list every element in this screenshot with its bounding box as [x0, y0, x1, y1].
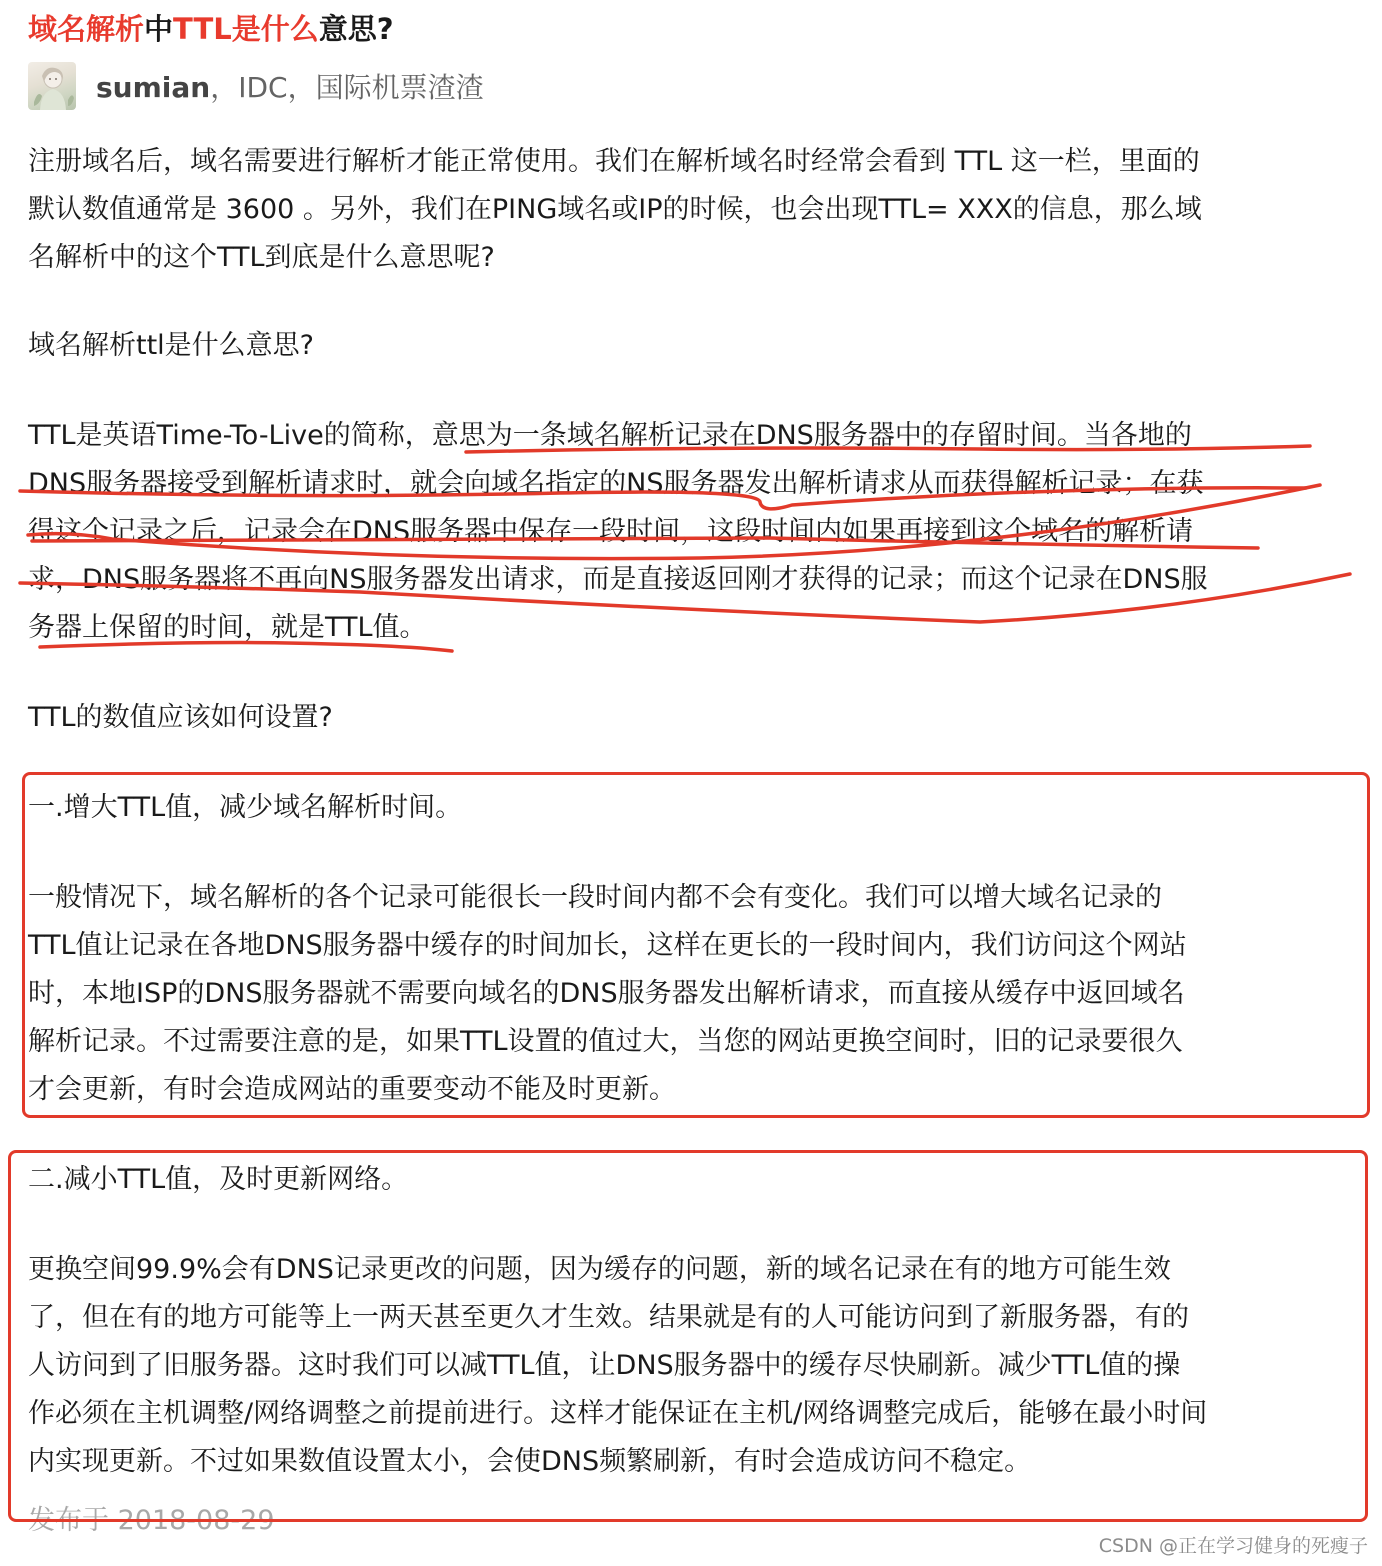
- title-part-2: 中: [144, 12, 174, 46]
- paragraph-line: TTL是英语Time-To-Live的简称，意思为一条域名解析记录在DNS服务器中的存留时间。当各地的: [28, 420, 1192, 451]
- paragraph-line: 一般情况下，域名解析的各个记录可能很长一段时间内都不会有变化。我们可以增大域名记录的: [28, 882, 1162, 913]
- paragraph-line: 得这个记录之后，记录会在DNS服务器中保存一段时间，这段时间内如果再接到这个域名的解析请: [28, 516, 1194, 547]
- paragraph-line: 才会更新，有时会造成网站的重要变动不能及时更新。: [28, 1074, 676, 1105]
- section-question-ttl-setting: [28, 694, 1346, 742]
- paragraph-line: 了，但在有的地方可能等上一两天甚至更久才生效。结果就是有的人可能访问到了新服务器，有的: [28, 1302, 1189, 1333]
- avatar[interactable]: [28, 62, 76, 110]
- title-part-4: 意思?: [318, 12, 394, 46]
- title-part-3: TTL是什么: [173, 12, 319, 46]
- ttl-definition-paragraph: [28, 412, 1346, 652]
- paragraph-line: 更换空间99.9%会有DNS记录更改的问题，因为缓存的问题，新的域名记录在有的地方可能生效: [28, 1254, 1171, 1285]
- article-title: [28, 8, 394, 50]
- paragraph-line: 域名解析ttl是什么意思?: [28, 330, 315, 361]
- paragraph-line: DNS服务器接受到解析请求时，就会向域名指定的NS服务器发出解析请求从而获得解析记录；在获: [28, 468, 1204, 499]
- paragraph-line: 人访问到了旧服务器。这时我们可以减TTL值，让DNS服务器中的缓存尽快刷新。减少TTL值的操: [28, 1350, 1181, 1381]
- author-bio: ，IDC，国际机票渣渣: [210, 71, 484, 104]
- paragraph-line: 默认数值通常是 3600 。另外，我们在PING域名或IP的时候，也会出现TTL= XXX的信息，那么域: [28, 194, 1202, 225]
- paragraph-line: 注册域名后，域名需要进行解析才能正常使用。我们在解析域名时经常会看到 TTL 这一栏，里面的: [28, 146, 1200, 177]
- section-question-ttl-meaning: [28, 322, 1346, 370]
- avatar-illustration-icon: [28, 62, 76, 110]
- annotation-box-increase-ttl: [22, 772, 1370, 1118]
- title-part-1: 域名解析: [28, 12, 145, 46]
- paragraph-line: 务器上保留的时间，就是TTL值。: [28, 612, 427, 643]
- paragraph-line: 时，本地ISP的DNS服务器就不需要向域名的DNS服务器发出解析请求，而直接从缓存中返回域名: [28, 978, 1185, 1009]
- author-name[interactable]: sumian: [96, 71, 211, 104]
- intro-paragraph: [28, 138, 1346, 282]
- paragraph-line: 解析记录。不过需要注意的是，如果TTL设置的值过大，当您的网站更换空间时，旧的记录要很久: [28, 1026, 1183, 1057]
- paragraph-line: 二.减小TTL值，及时更新网络。: [28, 1164, 409, 1195]
- paragraph-line: TTL值让记录在各地DNS服务器中缓存的时间加长，这样在更长的一段时间内，我们访问这个网站: [28, 930, 1187, 961]
- publish-date: 发布于 2018-08-29: [28, 1505, 275, 1536]
- paragraph-line: 内实现更新。不过如果数值设置太小，会使DNS频繁刷新，有时会造成访问不稳定。: [28, 1446, 1032, 1477]
- annotation-box-decrease-ttl: [8, 1150, 1368, 1522]
- csdn-watermark: CSDN @正在学习健身的死瘦子: [1098, 1535, 1368, 1557]
- author-line: [96, 68, 484, 108]
- paragraph-line: 作必须在主机调整/网络调整之前提前进行。这样才能保证在主机/网络调整完成后，能够在最小时间: [28, 1398, 1208, 1429]
- paragraph-line: 求，DNS服务器将不再向NS服务器发出请求，而是直接返回刚才获得的记录；而这个记录在DNS服: [28, 564, 1208, 595]
- paragraph-line: 一.增大TTL值，减少域名解析时间。: [28, 792, 463, 823]
- paragraph-line: 名解析中的这个TTL到底是什么意思呢?: [28, 242, 495, 273]
- paragraph-line: TTL的数值应该如何设置?: [28, 702, 333, 733]
